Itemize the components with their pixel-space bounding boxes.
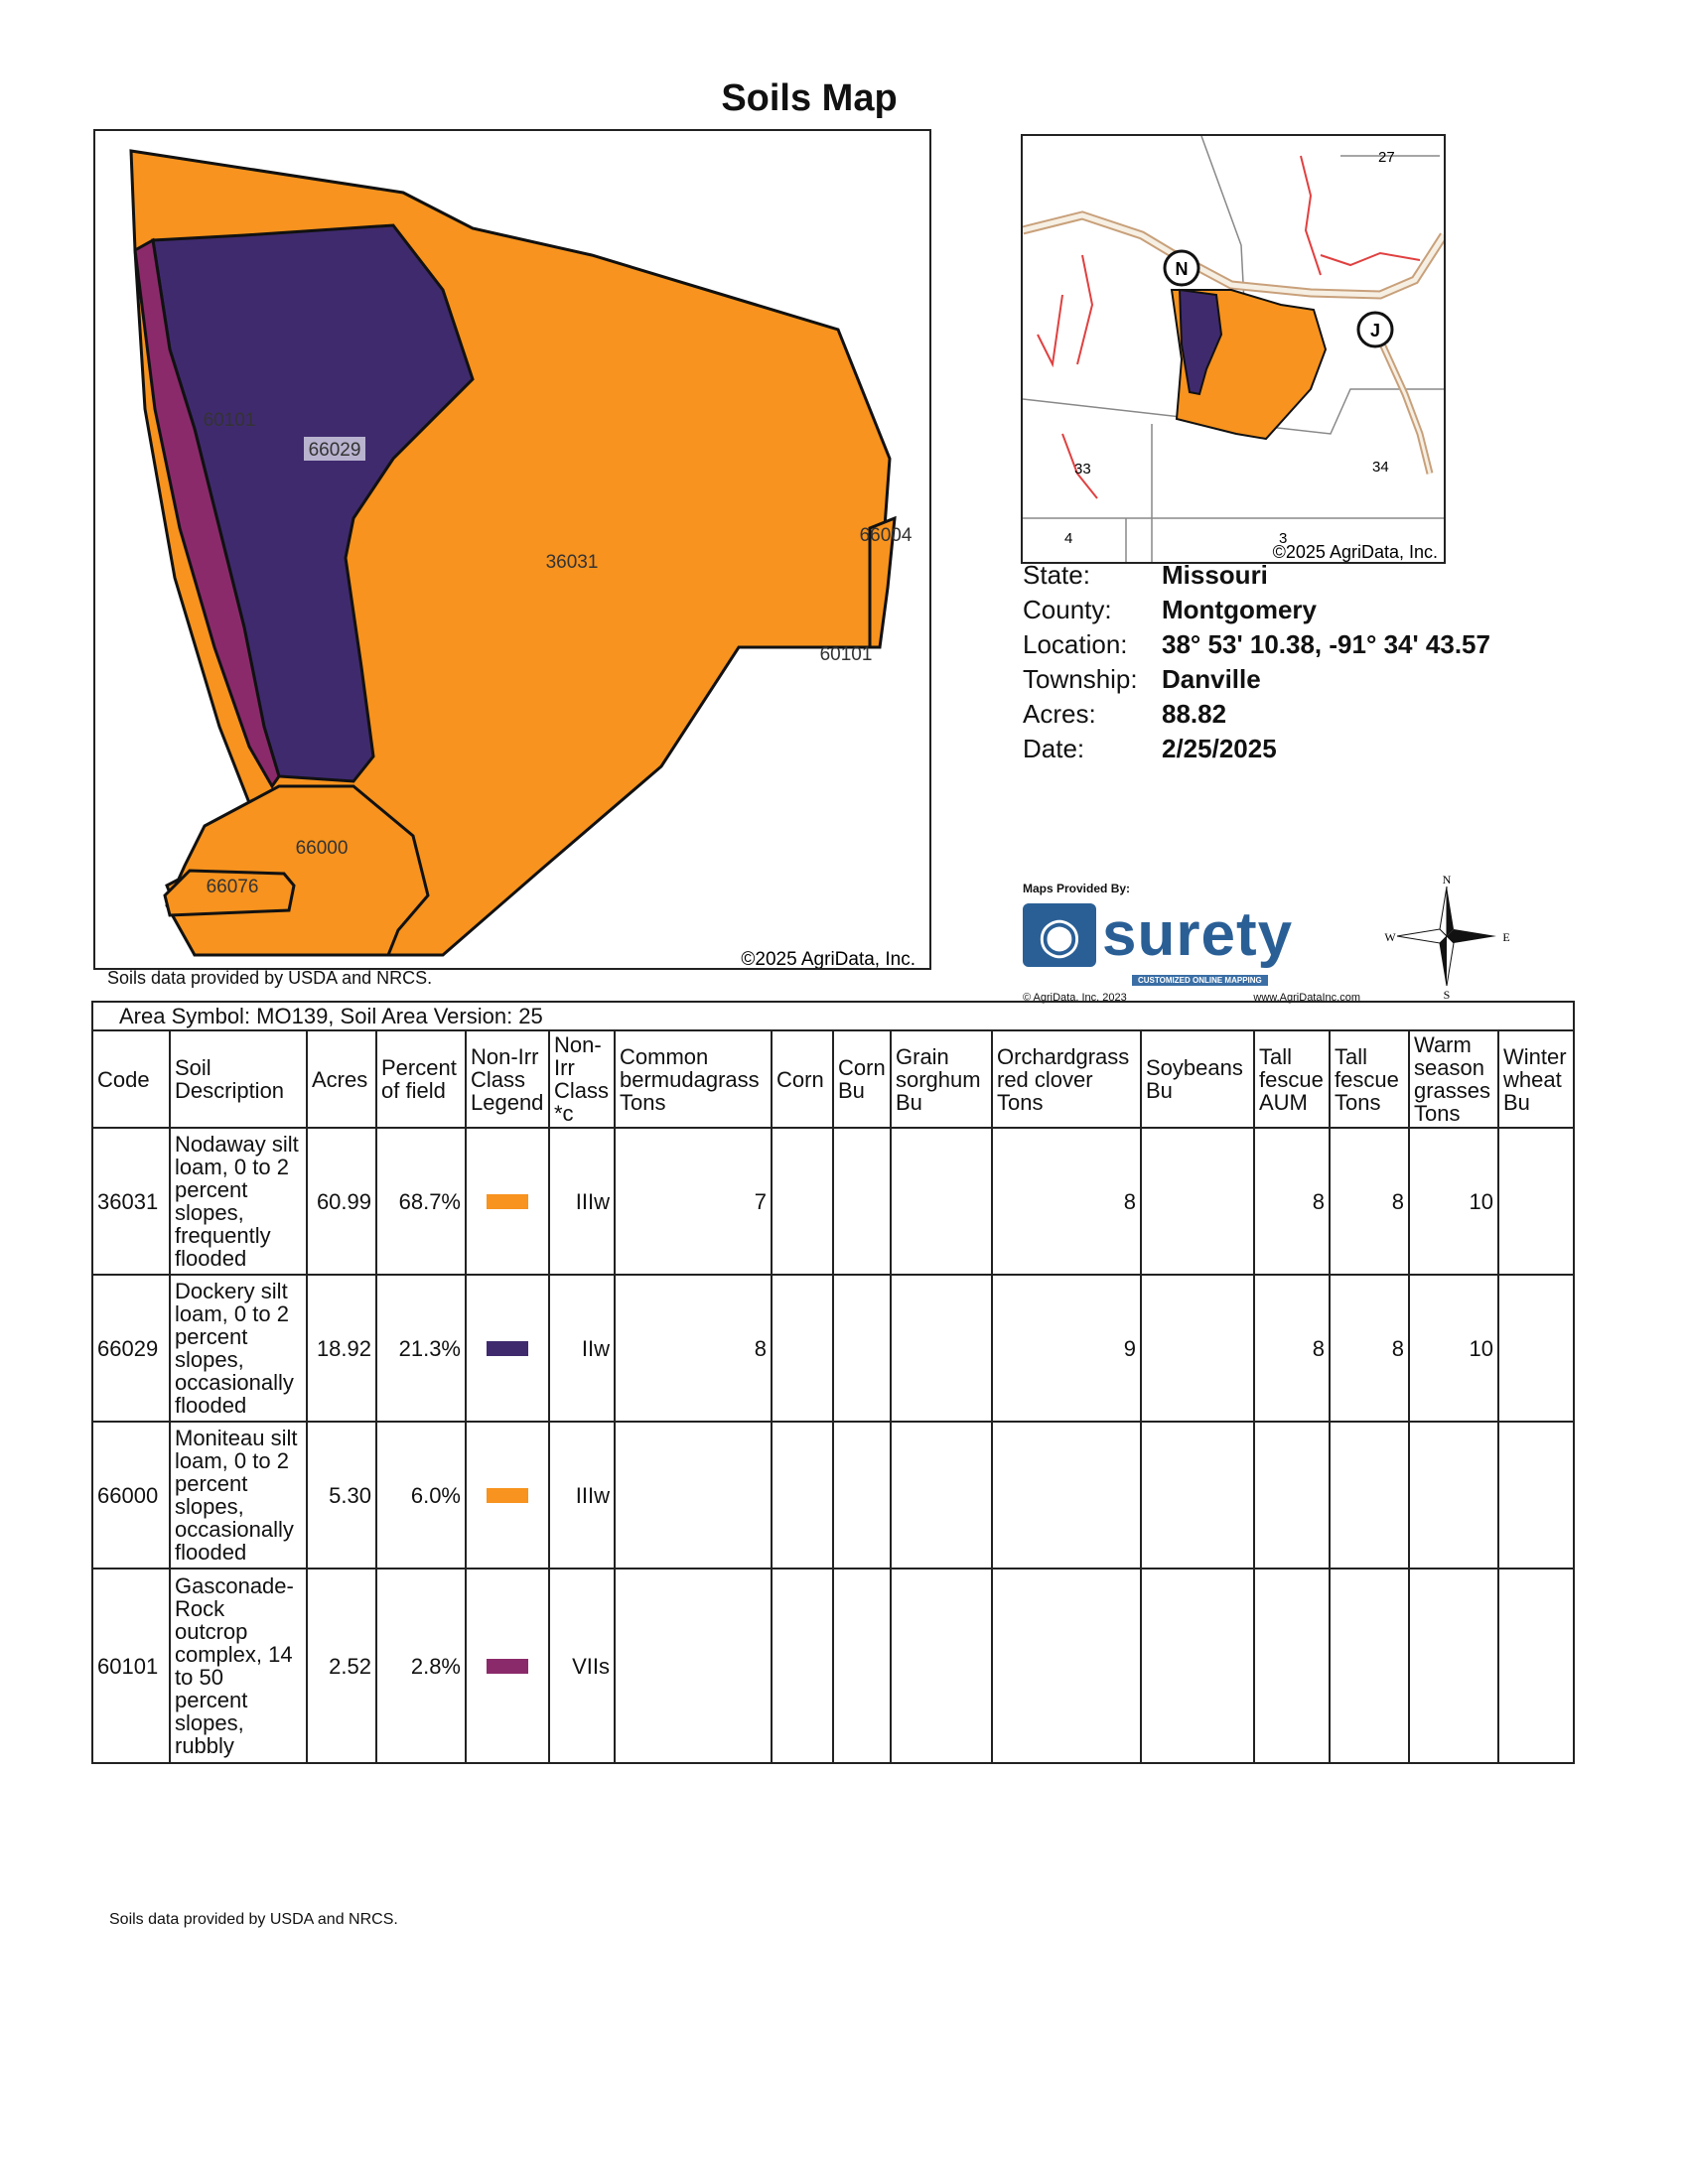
map-label-66000: 66000 — [295, 838, 349, 859]
cell-acres: 18.92 — [307, 1275, 376, 1422]
col-acres: Acres — [307, 1030, 376, 1128]
road-badge-n: N — [1175, 259, 1189, 279]
col-bermudagrass: Common bermudagrass Tons — [615, 1030, 772, 1128]
info-county-label: County: — [1023, 595, 1112, 624]
table-row — [92, 1128, 1574, 1275]
cell-tft: 8 — [1330, 1128, 1409, 1275]
map-label-60101-west: 60101 — [203, 410, 256, 431]
cell-tft — [1330, 1422, 1409, 1569]
section-27: 27 — [1378, 149, 1395, 166]
cell-pct: 2.8% — [376, 1569, 466, 1763]
maps-provided-by: Maps Provided By: — [1023, 882, 1131, 895]
legend-swatch — [487, 1194, 528, 1209]
info-acres-label: Acres: — [1023, 699, 1096, 729]
info-state-label: State: — [1023, 560, 1090, 590]
cell-tft — [1330, 1569, 1409, 1763]
surety-brand: surety — [1102, 900, 1294, 969]
cell-tft: 8 — [1330, 1275, 1409, 1422]
cell-orch — [992, 1422, 1141, 1569]
table-header-row — [92, 1030, 1574, 1128]
cell-soy — [1141, 1128, 1254, 1275]
cell-sorg — [891, 1128, 992, 1275]
cell-acres: 5.30 — [307, 1422, 376, 1569]
cell-code: 60101 — [92, 1569, 170, 1763]
cell-soy — [1141, 1275, 1254, 1422]
cell-orch — [992, 1569, 1141, 1763]
globe-icon: ◉ — [1023, 903, 1096, 967]
page-title: Soils Map — [721, 77, 898, 119]
cell-code: 66029 — [92, 1275, 170, 1422]
cell-soy — [1141, 1422, 1254, 1569]
cell-class: VIIs — [549, 1569, 615, 1763]
col-tall-fescue-tons: Tall fescue Tons — [1330, 1030, 1409, 1128]
cell-desc: Dockery silt loam, 0 to 2 percent slopes, occasionally flooded — [170, 1275, 307, 1422]
legend-swatch — [487, 1659, 528, 1674]
surety-logo-block — [1023, 882, 1370, 1004]
map-label-60101-east: 60101 — [819, 644, 873, 665]
road-badge-j: J — [1369, 321, 1381, 341]
cell-sorg — [891, 1422, 992, 1569]
cell-code: 36031 — [92, 1128, 170, 1275]
col-soybeans: Soybeans Bu — [1141, 1030, 1254, 1128]
info-township-value: Danville — [1162, 664, 1261, 694]
col-soil-description: Soil Description — [170, 1030, 307, 1128]
cell-cornbu — [833, 1569, 891, 1763]
compass-rose-icon — [1382, 872, 1511, 1001]
cell-orch: 9 — [992, 1275, 1141, 1422]
map-label-66076: 66076 — [206, 877, 259, 897]
info-location-value: 38° 53' 10.38, -91° 34' 43.57 — [1162, 629, 1490, 659]
col-class: Non-Irr Class *c — [549, 1030, 615, 1128]
cell-code: 66000 — [92, 1422, 170, 1569]
surety-copyright: © AgriData, Inc. 2023 — [1023, 992, 1127, 1004]
col-tall-fescue-aum: Tall fescue AUM — [1254, 1030, 1330, 1128]
info-date-label: Date: — [1023, 734, 1085, 763]
info-state-value: Missouri — [1162, 560, 1268, 590]
cell-berm — [615, 1422, 772, 1569]
compass-e: E — [1502, 930, 1510, 944]
cell-corn — [772, 1275, 833, 1422]
cell-corn — [772, 1422, 833, 1569]
cell-wheat — [1498, 1422, 1574, 1569]
cell-desc: Nodaway silt loam, 0 to 2 percent slopes, frequently flooded — [170, 1128, 307, 1275]
location-map[interactable] — [1021, 134, 1446, 564]
cell-berm: 7 — [615, 1128, 772, 1275]
locator-copyright: ©2025 AgriData, Inc. — [1272, 542, 1438, 562]
compass-n: N — [1442, 873, 1452, 887]
section-3: 3 — [1279, 530, 1288, 547]
soils-source-note: Soils data provided by USDA and NRCS. — [107, 968, 433, 988]
info-acres-value: 88.82 — [1162, 699, 1227, 729]
col-warm-season: Warm season grasses Tons — [1409, 1030, 1498, 1128]
surety-logo — [1023, 899, 1370, 970]
col-class-legend: Non-Irr Class Legend — [466, 1030, 549, 1128]
cell-desc: Moniteau silt loam, 0 to 2 percent slopes, occasionally flooded — [170, 1422, 307, 1569]
cell-acres: 60.99 — [307, 1128, 376, 1275]
soils-map[interactable] — [93, 129, 931, 970]
info-date-value: 2/25/2025 — [1162, 734, 1277, 763]
cell-corn — [772, 1128, 833, 1275]
cell-cornbu — [833, 1422, 891, 1569]
col-corn-bu: Corn Bu — [833, 1030, 891, 1128]
map-label-36031: 36031 — [545, 552, 599, 573]
cell-warm: 10 — [1409, 1128, 1498, 1275]
main-map-copyright: ©2025 AgriData, Inc. — [741, 949, 915, 968]
location-info — [1023, 558, 1490, 766]
cell-orch: 8 — [992, 1128, 1141, 1275]
cell-tfa — [1254, 1569, 1330, 1763]
cell-class: IIIw — [549, 1422, 615, 1569]
section-34: 34 — [1372, 459, 1389, 476]
cell-berm — [615, 1569, 772, 1763]
cell-soy — [1141, 1569, 1254, 1763]
cell-sorg — [891, 1275, 992, 1422]
cell-corn — [772, 1569, 833, 1763]
cell-pct: 68.7% — [376, 1128, 466, 1275]
info-location-label: Location: — [1023, 629, 1128, 659]
cell-wheat — [1498, 1275, 1574, 1422]
cell-class: IIIw — [549, 1128, 615, 1275]
cell-warm — [1409, 1569, 1498, 1763]
cell-warm: 10 — [1409, 1275, 1498, 1422]
col-winter-wheat: Winter wheat Bu — [1498, 1030, 1574, 1128]
surety-website: www.AgriDataInc.com — [1253, 992, 1360, 1004]
cell-cornbu — [833, 1128, 891, 1275]
cell-berm: 8 — [615, 1275, 772, 1422]
map-label-66004: 66004 — [859, 525, 913, 546]
col-percent: Percent of field — [376, 1030, 466, 1128]
table-row — [92, 1422, 1574, 1569]
cell-wheat — [1498, 1128, 1574, 1275]
cell-desc: Gasconade-Rock outcrop complex, 14 to 50 percent slopes, rubbly — [170, 1569, 307, 1763]
info-township-label: Township: — [1023, 664, 1138, 694]
cell-wheat — [1498, 1569, 1574, 1763]
map-label-66029: 66029 — [308, 440, 361, 461]
cell-cornbu — [833, 1275, 891, 1422]
section-4: 4 — [1064, 530, 1073, 547]
col-grain-sorghum: Grain sorghum Bu — [891, 1030, 992, 1128]
info-county-value: Montgomery — [1162, 595, 1317, 624]
cell-acres: 2.52 — [307, 1569, 376, 1763]
cell-class: IIw — [549, 1275, 615, 1422]
cell-pct: 6.0% — [376, 1422, 466, 1569]
table-row — [92, 1569, 1574, 1763]
legend-swatch — [487, 1488, 528, 1503]
cell-tfa: 8 — [1254, 1128, 1330, 1275]
col-code: Code — [92, 1030, 170, 1128]
section-33: 33 — [1074, 461, 1091, 478]
area-symbol: Area Symbol: MO139, Soil Area Version: 25 — [92, 1002, 1574, 1030]
cell-pct: 21.3% — [376, 1275, 466, 1422]
surety-tagline: CUSTOMIZED ONLINE MAPPING — [1132, 975, 1268, 986]
legend-swatch — [487, 1341, 528, 1356]
footer-source-note: Soils data provided by USDA and NRCS. — [109, 1911, 398, 1928]
cell-tfa: 8 — [1254, 1275, 1330, 1422]
col-corn: Corn — [772, 1030, 833, 1128]
compass-w: W — [1384, 930, 1396, 944]
cell-warm — [1409, 1422, 1498, 1569]
cell-tfa — [1254, 1422, 1330, 1569]
col-orchardgrass: Orchardgrass red clover Tons — [992, 1030, 1141, 1128]
table-row — [92, 1275, 1574, 1422]
compass-s: S — [1443, 988, 1451, 1001]
soils-table — [91, 1001, 1575, 1764]
cell-sorg — [891, 1569, 992, 1763]
table-caption-row — [92, 1002, 1574, 1030]
